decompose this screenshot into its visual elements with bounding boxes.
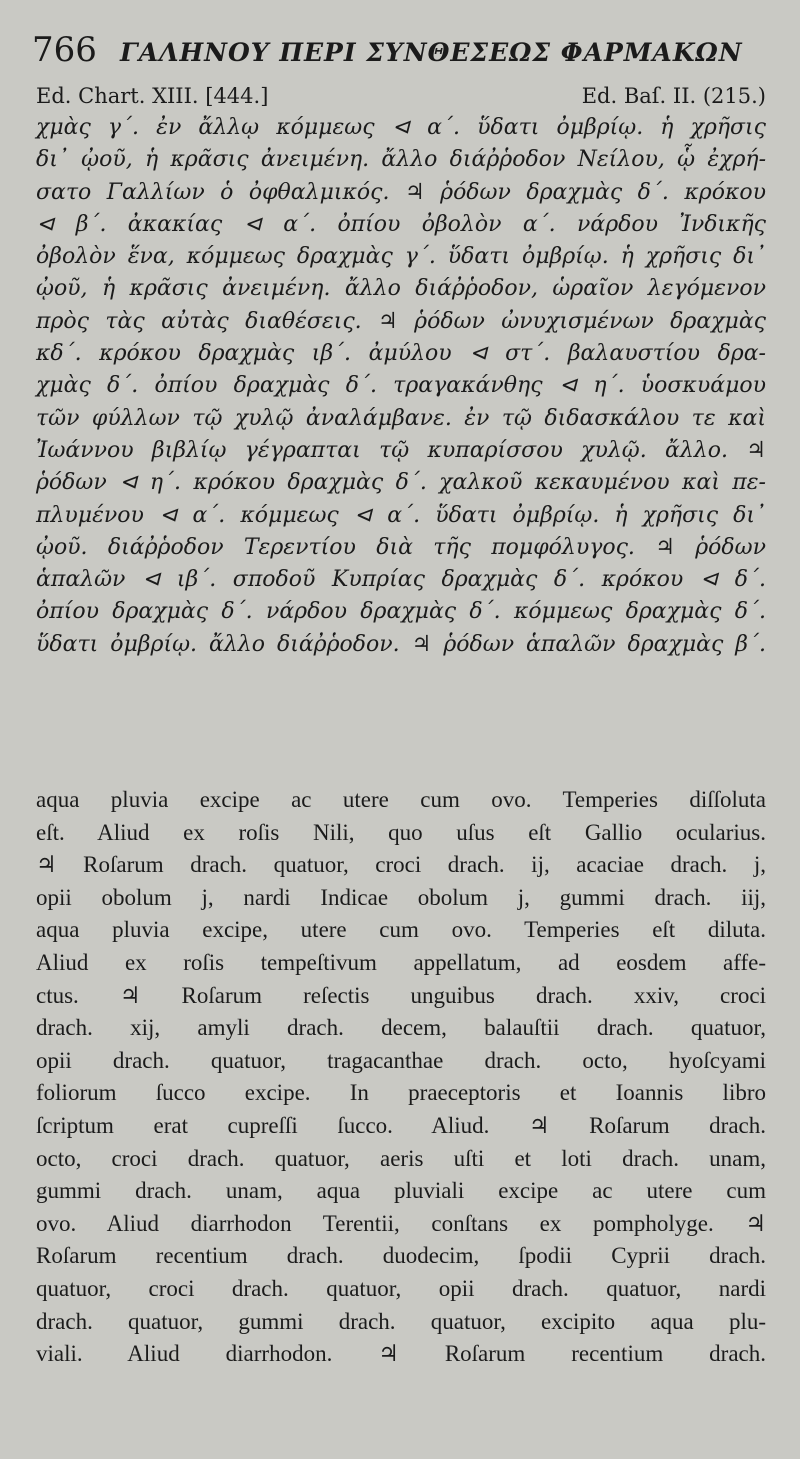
latin-text-line: eſt. Aliud ex roſis Nili, quo uſus eſt Gallio ocularius. [36, 819, 766, 845]
running-head [32, 30, 772, 70]
greek-text-line: σατο Γαλλίων ὁ ὀφθαλμικός. ♃ ῥόδων δραχμὰς δ΄. κρόκου [36, 179, 766, 205]
latin-text-line: gummi drach. unam, aqua pluviali excipe ac utere cum [36, 1178, 766, 1204]
latin-text-line: aqua pluvia excipe, utere cum ovo. Temperies eſt diluta. [36, 917, 766, 943]
greek-text-line: ὀπίου δραχμὰς δ΄. νάρδου δραχμὰς δ΄. κόμμεως δραχμὰς δ΄. [36, 599, 766, 625]
latin-text-line: quatuor, croci drach. quatuor, opii drach. quatuor, nardi [36, 1275, 766, 1301]
greek-text-line: Ἰωάννου βιβλίῳ γέγραπται τῷ κυπαρίσσου χυλῷ. ἄλλο. ♃ [36, 437, 766, 463]
latin-text-line: foliorum ſucco excipe. In praeceptoris et Ioannis libro [36, 1080, 766, 1106]
greek-text-line: ἁπαλῶν ⊲ ιβ΄. σποδοῦ Κυπρίας δραχμὰς δ΄. κρόκου ⊲ δ΄. [36, 567, 766, 593]
greek-text-line: χμὰς γ΄. ἐν ἄλλῳ κόμμεως ⊲ α΄. ὕδατι ὀμβρίῳ. ἡ χρῆσις [36, 115, 766, 140]
greek-text-line: χμὰς δ΄. ὀπίου δραχμὰς δ΄. τραγακάνθης ⊲ η΄. ὑοσκυάμου [36, 373, 766, 399]
latin-text-line: octo, croci drach. quatuor, aeris uſti et loti drach. unam, [36, 1145, 766, 1171]
latin-text-line: opii drach. quatuor, tragacanthae drach. octo, hyoſcyami [36, 1047, 766, 1073]
latin-translation-block [36, 784, 766, 1371]
latin-text-line: viali. Aliud diarrhodon. ♃ Roſarum recentium drach. [36, 1341, 766, 1367]
greek-text-line: ⊲ β΄. ἀκακίας ⊲ α΄. ὀπίου ὀβολὸν α΄. νάρδου Ἰνδικῆς [36, 211, 766, 237]
latin-text-line: aqua pluvia excipe ac utere cum ovo. Temperies diſſoluta [36, 787, 766, 812]
greek-text-line: δι᾽ ᾠοῦ, ἡ κρᾶσις ἀνειμένη. ἄλλο διάῤῥοδον Νείλου, ᾧ ἐχρή- [36, 147, 766, 173]
latin-text-line: ſcriptum erat cupreſſi ſucco. Aliud. ♃ Roſarum drach. [36, 1112, 766, 1138]
latin-text-line: ♃ Roſarum drach. quatuor, croci drach. ij, acaciae drach. j, [36, 852, 766, 878]
greek-text-line: τῶν φύλλων τῷ χυλῷ ἀναλάμβανε. ἐν τῷ διδασκάλου τε καὶ [36, 405, 766, 431]
greek-text-line: ὀβολὸν ἕνα, κόμμεως δραχμὰς γ΄. ὕδατι ὀμβρίῳ. ἡ χρῆσις δι᾽ [36, 244, 766, 270]
latin-text-line: opii obolum j, nardi Indicae obolum j, gummi drach. iij, [36, 884, 766, 910]
greek-text-line: ὕδατι ὀμβρίῳ. ἄλλο διάῤῥοδον. ♃ ῥόδων ἁπαλῶν δραχμὰς β΄. [36, 631, 766, 657]
greek-text-line: ᾠοῦ, ἡ κρᾶσις ἀνειμένη. ἄλλο διάῤῥοδον, ὡραῖον λεγόμενον [36, 276, 766, 302]
page-number: 766 [32, 30, 97, 70]
edition-chartier-reference: Ed. Chart. XIII. [444.] [36, 84, 269, 108]
greek-text-line: πρὸς τὰς αὐτὰς διαθέσεις. ♃ ῥόδων ὠνυχισμένων δραχμὰς [36, 308, 766, 334]
running-title: ΓΑΛΗΝΟΥ ΠΕΡΙ ΣΥΝΘΕΣΕΩΣ ΦΑΡΜΑΚΩΝ [120, 38, 743, 67]
latin-text-line: drach. quatuor, gummi drach. quatuor, excipito aqua plu- [36, 1308, 766, 1334]
greek-text-line: πλυμένου ⊲ α΄. κόμμεως ⊲ α΄. ὕδατι ὀμβρίῳ. ἡ χρῆσις δι᾽ [36, 502, 766, 528]
greek-text-line: κδ΄. κρόκου δραχμὰς ιβ΄. ἀμύλου ⊲ στ΄. βαλαυστίου δρα- [36, 341, 766, 367]
greek-text-line: ᾠοῦ. διάῤῥοδον Τερεντίου διὰ τῆς πομφόλυγος. ♃ ῥόδων [36, 534, 766, 560]
latin-text-line: Aliud ex roſis tempeſtivum appellatum, ad eosdem affe- [36, 949, 766, 975]
greek-text-line: ῥόδων ⊲ η΄. κρόκου δραχμὰς δ΄. χαλκοῦ κεκαυμένου καὶ πε- [36, 470, 766, 496]
latin-text-line: ovo. Aliud diarrhodon Terentii, conſtans ex pompholyge. ♃ [36, 1210, 766, 1236]
edition-reference-line [36, 84, 766, 108]
edition-basel-reference: Ed. Baſ. II. (215.) [581, 84, 766, 108]
latin-text-line: drach. xij, amyli drach. decem, balauſtii drach. quatuor, [36, 1015, 766, 1041]
greek-text-block [36, 112, 766, 661]
latin-text-line: Roſarum recentium drach. duodecim, ſpodii Cyprii drach. [36, 1243, 766, 1269]
latin-text-line: ctus. ♃ Roſarum reſectis unguibus drach. xxiv, croci [36, 982, 766, 1008]
